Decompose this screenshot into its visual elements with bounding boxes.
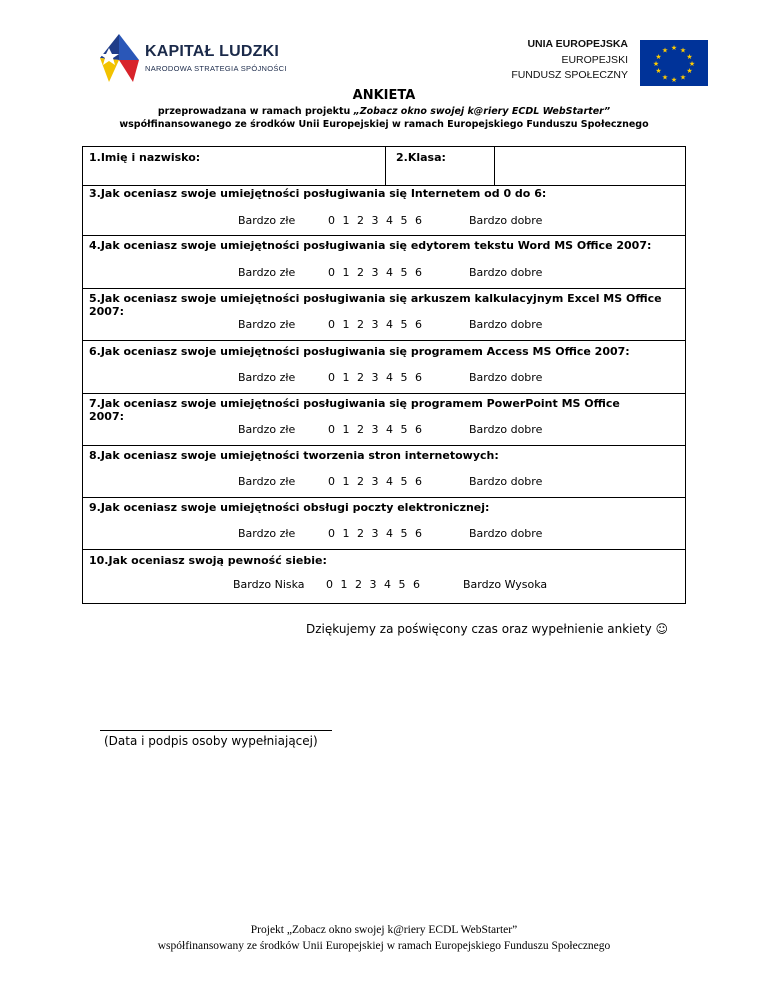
scale-low-label: Bardzo złe [238, 318, 296, 331]
question-3: 3.Jak oceniasz swoje umiejętności posługiwania się Internetem od 0 do 6: [89, 187, 547, 200]
divider [385, 147, 386, 185]
kapital-ludzki-subtitle: NARODOWA STRATEGIA SPÓJNOŚCI [145, 64, 287, 73]
scale-low-label: Bardzo złe [238, 527, 296, 540]
divider [83, 340, 685, 341]
rating-scale[interactable]: 0 1 2 3 4 5 6 [328, 527, 422, 540]
question-7: 7.Jak oceniasz swoje umiejętności posługiwania się programem PowerPoint MS Office [89, 397, 620, 410]
thank-you-note: Dziękujemy za poświęcony czas oraz wypełnienie ankiety ☺ [306, 622, 669, 636]
subtitle-line-1 [0, 106, 768, 117]
eu-line-1: UNIA EUROPEJSKA [527, 38, 628, 50]
divider [83, 497, 685, 498]
svg-text:★: ★ [655, 67, 662, 75]
question-8: 8.Jak oceniasz swoje umiejętności tworzenia stron internetowych: [89, 449, 499, 462]
name-label: 1.Imię i nazwisko: [89, 151, 201, 164]
footer-line-2: współfinansowany ze środków Unii Europejskiej w ramach Europejskiego Funduszu Społecznego [157, 940, 611, 952]
footer-line-1: Projekt „Zobacz okno swojej k@riery ECDL WebStarter” [250, 924, 518, 936]
svg-text:★: ★ [652, 60, 660, 68]
svg-text:★: ★ [661, 46, 669, 55]
rating-scale[interactable]: 0 1 2 3 4 5 6 [328, 423, 422, 436]
eu-line-3: FUNDUSZ SPOŁECZNY [511, 69, 628, 81]
divider [83, 549, 685, 550]
kapital-ludzki-emblem-icon [95, 30, 145, 85]
rating-scale[interactable]: 0 1 2 3 4 5 6 [328, 266, 422, 279]
rating-scale[interactable]: 0 1 2 3 4 5 6 [328, 318, 422, 331]
eu-line-2: EUROPEJSKI [561, 54, 628, 66]
eu-flag-icon [640, 40, 708, 86]
divider [83, 235, 685, 236]
question-5: 5.Jak oceniasz swoje umiejętności posługiwania się arkuszem kalkulacyjnym Excel MS Office [89, 292, 662, 305]
scale-high-label: Bardzo dobre [469, 475, 543, 488]
page-title: ANKIETA [352, 88, 416, 103]
divider [83, 288, 685, 289]
question-10: 10.Jak oceniasz swoją pewność siebie: [89, 554, 327, 567]
svg-text:★: ★ [661, 73, 669, 82]
scale-high-label: Bardzo dobre [469, 423, 543, 436]
scale-high-label: Bardzo dobre [469, 266, 543, 279]
scale-low-label: Bardzo złe [238, 266, 296, 279]
signature-line[interactable] [100, 730, 332, 731]
scale-low-label: Bardzo złe [238, 371, 296, 384]
subtitle-line-2: współfinansowanego ze środków Unii Europejskiej w ramach Europejskiego Funduszu Społecznego [119, 119, 649, 130]
divider [83, 185, 685, 186]
svg-text:★: ★ [670, 44, 678, 52]
svg-text:★: ★ [655, 53, 662, 61]
svg-text:★: ★ [686, 53, 693, 61]
kapital-ludzki-title: KAPITAŁ LUDZKI [145, 43, 280, 60]
rating-scale[interactable]: 0 1 2 3 4 5 6 [328, 214, 422, 227]
svg-text:★: ★ [670, 76, 678, 84]
rating-scale[interactable]: 0 1 2 3 4 5 6 [328, 475, 422, 488]
signature-label: (Data i podpis osoby wypełniającej) [104, 734, 318, 748]
scale-low-label: Bardzo złe [238, 214, 296, 227]
class-label: 2.Klasa: [396, 151, 446, 164]
question-7-cont: 2007: [89, 410, 125, 423]
subtitle-prefix: przeprowadzana w ramach projektu [157, 106, 354, 117]
svg-text:★: ★ [679, 46, 687, 55]
scale-low-label: Bardzo złe [238, 423, 296, 436]
svg-text:★: ★ [688, 60, 696, 68]
project-name: „Zobacz okno swojej k@riery ECDL WebStarter” [353, 106, 611, 117]
divider [83, 445, 685, 446]
scale-low-label: Bardzo Niska [233, 578, 305, 591]
svg-text:★: ★ [679, 73, 687, 82]
name-field[interactable] [83, 147, 385, 185]
scale-high-label: Bardzo dobre [469, 214, 543, 227]
scale-high-label: Bardzo dobre [469, 318, 543, 331]
svg-text:★: ★ [686, 67, 693, 75]
survey-form [82, 146, 686, 604]
rating-scale[interactable]: 0 1 2 3 4 5 6 [326, 578, 420, 591]
scale-low-label: Bardzo złe [238, 475, 296, 488]
question-5-cont: 2007: [89, 305, 125, 318]
question-9: 9.Jak oceniasz swoje umiejętności obsługi poczty elektronicznej: [89, 501, 490, 514]
scale-high-label: Bardzo dobre [469, 527, 543, 540]
scale-high-label: Bardzo Wysoka [463, 578, 548, 591]
divider [83, 393, 685, 394]
question-4: 4.Jak oceniasz swoje umiejętności posługiwania się edytorem tekstu Word MS Office 2007: [89, 239, 652, 252]
class-field[interactable] [495, 147, 685, 185]
rating-scale[interactable]: 0 1 2 3 4 5 6 [328, 371, 422, 384]
question-6: 6.Jak oceniasz swoje umiejętności posługiwania się programem Access MS Office 2007: [89, 345, 630, 358]
scale-high-label: Bardzo dobre [469, 371, 543, 384]
